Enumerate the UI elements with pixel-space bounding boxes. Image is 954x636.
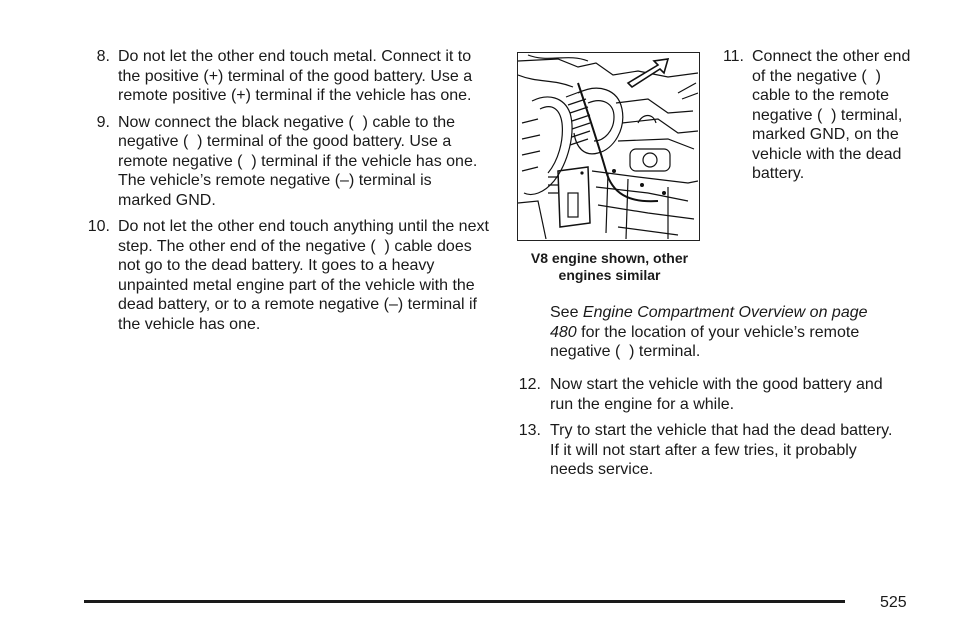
right-column: [513, 375, 898, 487]
footer-rule: [84, 600, 845, 603]
step-12: [513, 375, 898, 414]
step-number: 11.: [722, 48, 744, 65]
cross-reference-note: [550, 303, 895, 362]
step-10: [84, 217, 489, 334]
left-column: [84, 47, 489, 341]
step-text: Do not let the other end touch anything until the next step. The other end of the negative ( ) cable does not go to the dead battery. It goes to a heavy unpainted metal engine part of the vehicle with the dead battery, or to a remote negative (–) terminal if the vehicle has one.: [118, 218, 489, 333]
step-text: Try to start the vehicle that had the dead battery. If it will not start after a few tries, it probably needs service.: [550, 422, 893, 478]
step-number: 13.: [518, 422, 541, 439]
step-9: [84, 113, 489, 211]
step-text: Now start the vehicle with the good battery and run the engine for a while.: [550, 376, 883, 413]
page-number: 525: [880, 594, 907, 611]
note-prefix: See: [550, 304, 583, 321]
step-11: [718, 47, 928, 184]
step-text: Connect the other end of the negative ( ) cable to the remote negative ( ) terminal, marked GND, on the vehicle with the dead battery.: [752, 48, 911, 182]
engine-figure: [517, 52, 700, 241]
step-text: Now connect the black negative ( ) cable to the negative ( ) terminal of the good battery. Use a remote negative ( ) terminal if the vehicle has one. The vehicle’s remote negative (–) terminal is marked GND.: [118, 113, 478, 209]
cross-reference-link: Engine Compartment Overview on page 480: [550, 304, 868, 341]
step-number: 10.: [87, 218, 110, 235]
figure-caption: V8 engine shown, other engines similar: [530, 250, 689, 283]
step-8: [84, 47, 489, 106]
step-number: 9.: [96, 113, 110, 131]
step-number: 12.: [518, 376, 541, 393]
engine-illustration-icon: [518, 53, 698, 239]
step-13: [513, 421, 898, 480]
step-number: 8.: [96, 48, 110, 65]
step-text: Do not let the other end touch metal. Connect it to the positive (+) terminal of the good battery. Use a remote positive (+) terminal if the vehicle has one.: [118, 48, 473, 104]
note-suffix: for the location of your vehicle’s remote negative ( ) terminal.: [550, 323, 860, 360]
